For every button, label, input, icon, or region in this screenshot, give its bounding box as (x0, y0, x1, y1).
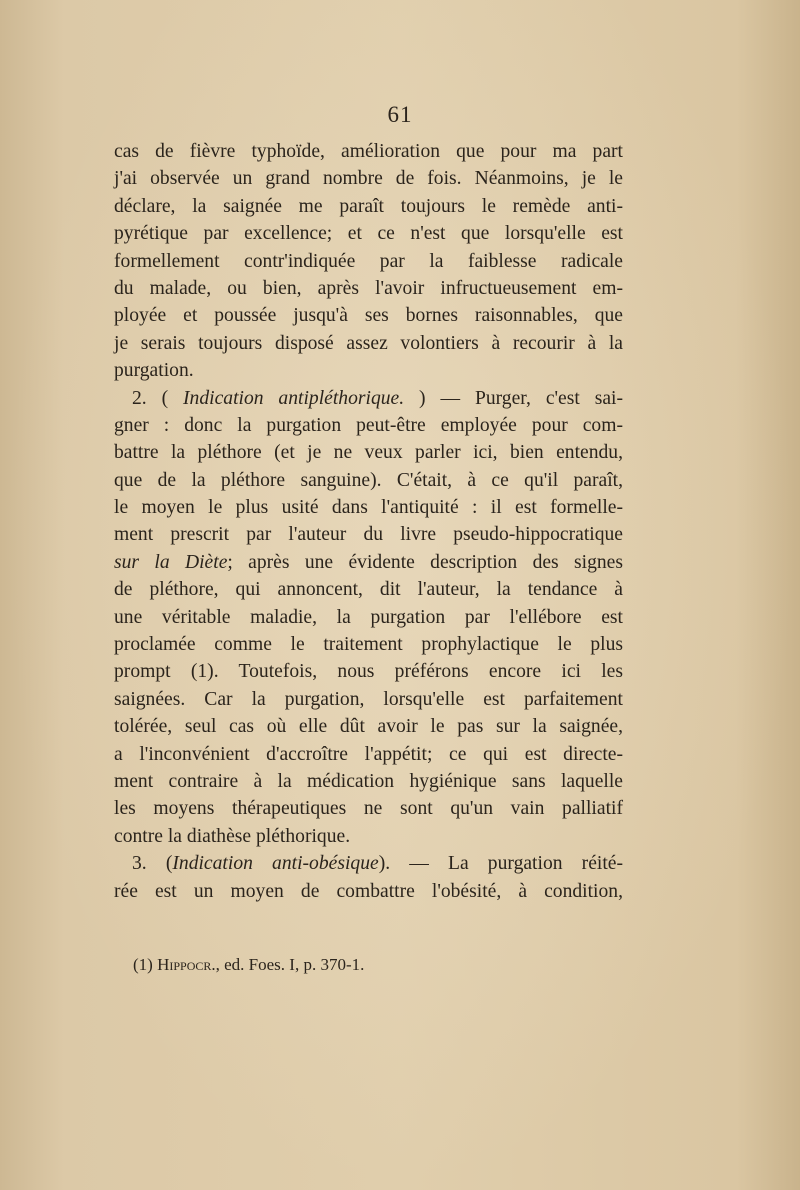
book-title: sur la Diète (114, 551, 228, 573)
text-line: le moyen le plus usité dans l'antiquité : il est formelle- (114, 497, 623, 519)
text-line: cas de fièvre typhoïde, amélioration que pour ma part (114, 141, 623, 162)
paragraph-heading-2: 2. ( Indication antipléthorique. ) — Purger, c'est sai- (132, 387, 623, 409)
footnote-reference: , ed. Foes. I, p. 370-1. (215, 955, 365, 974)
text-line: déclare, la saignée me paraît toujours le remède anti- (114, 195, 623, 217)
text-line: ployée et poussée jusqu'à ses bornes raisonnables, que (114, 305, 623, 327)
paragraph-number: 3. (132, 853, 147, 875)
text-line: sur la Diète; après une évidente description des signes (114, 551, 624, 573)
page-number: 61 (387, 102, 413, 127)
paragraph-heading-3: 3. (Indication anti-obésique). — La purgation réité- (132, 853, 624, 875)
footnote-author: Hippocr. (157, 955, 216, 974)
text-line: prompt (1). Toutefois, nous préférons encore ici les (114, 661, 623, 683)
text-line: tolérée, seul cas où elle dût avoir le pas sur la saignée, (114, 716, 623, 738)
text-line: contre la diathèse pléthorique. (114, 825, 351, 847)
text-line: battre la pléthore (et je ne veux parler ici, bien entendu, (114, 442, 623, 464)
text-line: que de la pléthore sanguine). C'était, à ce qu'il paraît, (114, 469, 623, 491)
footnote-marker: (1) (133, 955, 153, 974)
text-line: ment prescrit par l'auteur du livre pseudo-hippocratique (114, 524, 623, 546)
text-line: j'ai observée un grand nombre de fois. Néanmoins, je le (114, 168, 623, 190)
text-line: proclamée comme le traitement prophylactique le plus (114, 634, 623, 656)
text-line: formellement contr'indiquée par la faiblesse radicale (114, 250, 623, 272)
text-line: je serais toujours disposé assez volontiers à recourir à la (114, 332, 623, 354)
text-line: du malade, ou bien, après l'avoir infructueusement em- (114, 277, 623, 299)
text-line: rée est un moyen de combattre l'obésité, à condition, (114, 880, 623, 902)
paragraph-title: Indication anti-obésique (172, 853, 379, 875)
text-line: purgation. (114, 360, 194, 382)
footnote (133, 955, 364, 975)
text-line: ment contraire à la médication hygiénique sans laquelle (114, 770, 623, 792)
text-line: les moyens thérapeutiques ne sont qu'un vain palliatif (114, 798, 623, 820)
paragraph-title: Indication antipléthorique. (183, 387, 405, 409)
text-line: une véritable maladie, la purgation par l'ellébore est (114, 606, 623, 628)
text-line: gner : donc la purgation peut-être employée pour com- (114, 414, 623, 436)
text-line: de pléthore, qui annoncent, dit l'auteur, la tendance à (114, 579, 623, 601)
text-line: saignées. Car la purgation, lorsqu'elle est parfaitement (114, 688, 623, 710)
text-line: pyrétique par excellence; et ce n'est que lorsqu'elle est (114, 223, 623, 245)
body-text (114, 138, 623, 905)
text-line: a l'inconvénient d'accroître l'appétit; ce qui est directe- (114, 743, 623, 765)
paragraph-number: 2. (132, 387, 147, 409)
